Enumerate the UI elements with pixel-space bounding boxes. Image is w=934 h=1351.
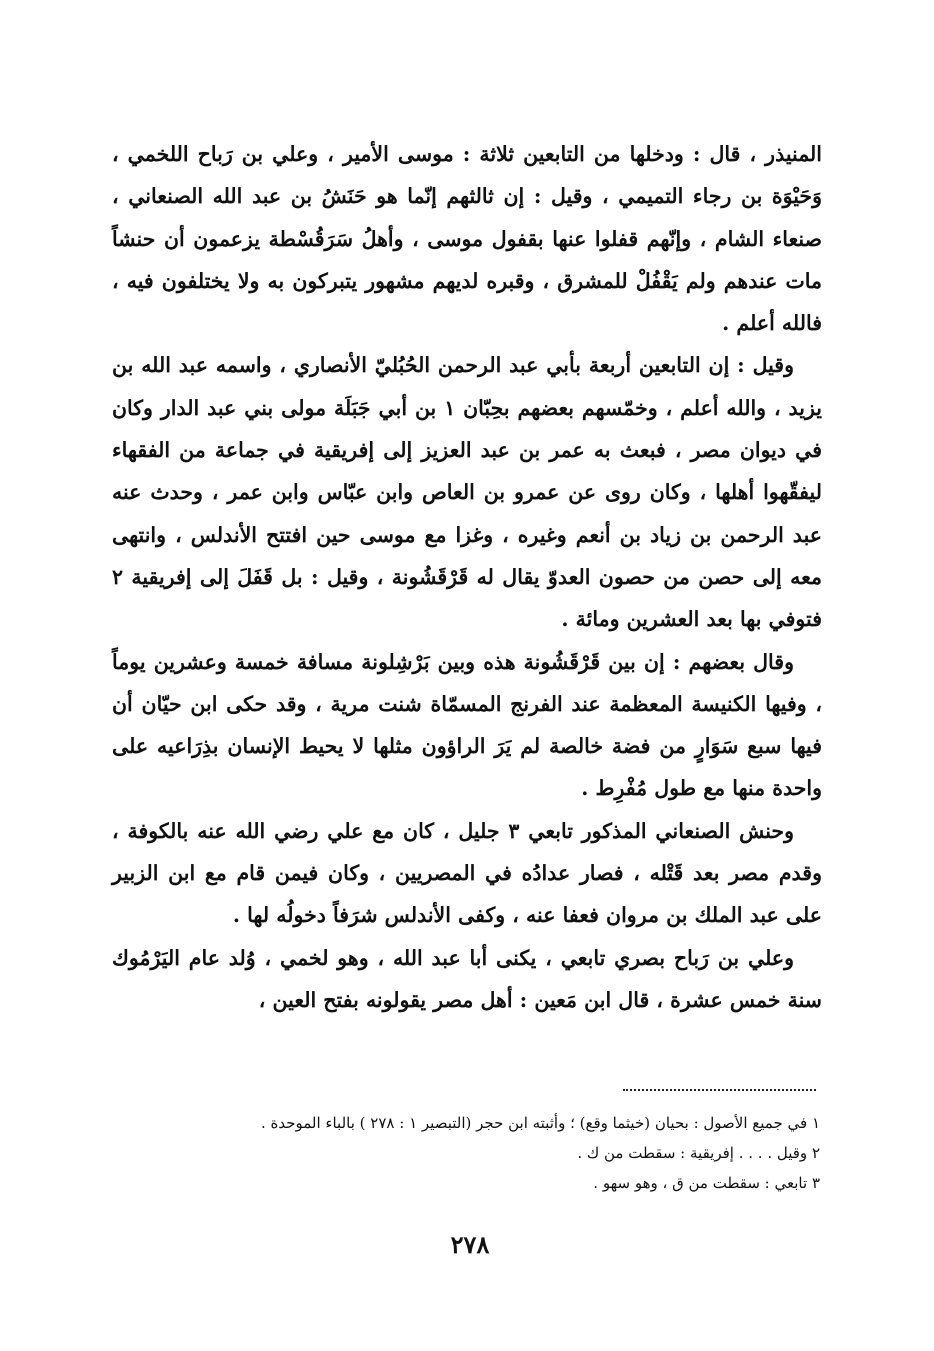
text-line: يختلفون فيه ، فالله أعلم . <box>112 268 822 336</box>
text-line: وحنش الصنعاني المذكور تابعي ٣ جليل ، كان مع علي رضي الله عنه <box>197 818 795 843</box>
footnote-separator <box>623 1089 816 1091</box>
text-line: يوماً ، وفيها الكنيسة المعظمة عند الفرنج المسمّاة شنت مرية ، وقد حكى ابن حيّان <box>112 649 823 716</box>
main-text <box>112 133 822 1021</box>
text-line: وعلي بن رَباح بصري تابعي ، يكنى أبا عبد الله ، وهو لخمي ، وُلد عام <box>188 945 794 970</box>
text-line: بني عبد الدار وكان في ديوان مصر ، فبعث به عمر بن عبد العزيز إلى إفريقية في <box>112 395 823 463</box>
text-line: وقيل : بل قَفَلَ إلى إفريقية ٢ فتوفي بها بعد العشرين ومائة . <box>112 564 822 632</box>
text-line: أن فيها سبع سَوَارٍ من فضة خالصة لم يَرَ الراؤون مثلها لا يحيط الإنسان بذِرَاعيه <box>112 691 823 759</box>
text-line: وَحَيْوَة بن رجاء التميمي ، وقيل : إن ثالثهم إنّما هو حَنَشُ بن عبد الله الصنعاني ، <box>112 184 822 209</box>
paragraph-4 <box>112 810 822 937</box>
text-line: جماعة من الفقهاء ليفقّهوا أهلها ، وكان روى عن عمرو بن العاص وابن عبّاس <box>112 438 822 505</box>
footnote-1: ١ في جميع الأصول : بحيان (خيثما وقع) ؛ وأثبته ابن حجر (التبصير ١ : ٢٧٨ ) بالباء الموحدة . <box>260 1114 820 1132</box>
page-number: ٢٧٨ <box>450 1230 490 1259</box>
text-line: عبد الله بن يزيد ، والله أعلم ، وخمّسهم بعضهم بحِبّان ١ بن أبي جَبَلَة مولى <box>112 353 823 420</box>
text-line: وابن عمر ، وحدث عنه عبد الرحمن بن زياد بن أنعم وغيره ، وغزا مع موسى <box>112 480 822 547</box>
text-line: صنعاء الشام ، وإنّهم قفلوا عنها بقفول موسى ، وأهلُ سَرَقُسْطة يزعمون أن <box>163 226 822 251</box>
text-line: حين افتتح الأندلس ، وانتهى معه إلى حصن من حصون العدوّ يقال له قَرْقَشُونة ، <box>112 522 823 589</box>
paragraph-5 <box>112 937 822 1022</box>
text-line: مع ابن الزبير على عبد الملك بن مروان فعفا عنه ، وكفى الأندلس شرَفاً دخولُه لها . <box>112 861 822 928</box>
text-line: المنيذر ، قال : ودخلها من التابعين ثلاثة : موسى الأمير ، وعلي بن رَباح اللخمي ، <box>112 142 822 166</box>
text-line: اليَرْمُوك سنة خمس عشرة ، قال ابن مَعين : أهل مصر يقولونه بفتح العين ، <box>112 945 822 1012</box>
text-line: بالكوفة ، وقدم مصر بعد قَتْله ، فصار عدادُه في المصريين ، وكان فيمن قام <box>112 818 823 886</box>
paragraph-1 <box>112 133 822 344</box>
text-line: وقيل : إن التابعين أربعة بأبي عبد الرحمن الحُبُليّ الأنصاري ، واسمه <box>215 353 795 378</box>
footnote-2: ٢ وقيل . . . . إفريقية : سقطت من ك . <box>577 1144 820 1162</box>
paragraph-2 <box>112 344 822 640</box>
footnote-3: ٣ تابعي : سقطت من ق ، وهو سهو . <box>593 1174 820 1192</box>
text-line: حنشاً مات عندهم ولم يَقْفُلْ للمشرق ، وقبره لديهم مشهور يتبركون به ولا <box>112 226 822 293</box>
footnotes <box>112 1108 822 1198</box>
text-line: وقال بعضهم : إن بين قَرْقَشُونة هذه وبين بَرْشِلونة مسافة خمسة وعشرين <box>153 649 795 674</box>
text-line: على واحدة منها مع طول مُفْرِط . <box>112 734 822 801</box>
paragraph-3 <box>112 641 822 810</box>
